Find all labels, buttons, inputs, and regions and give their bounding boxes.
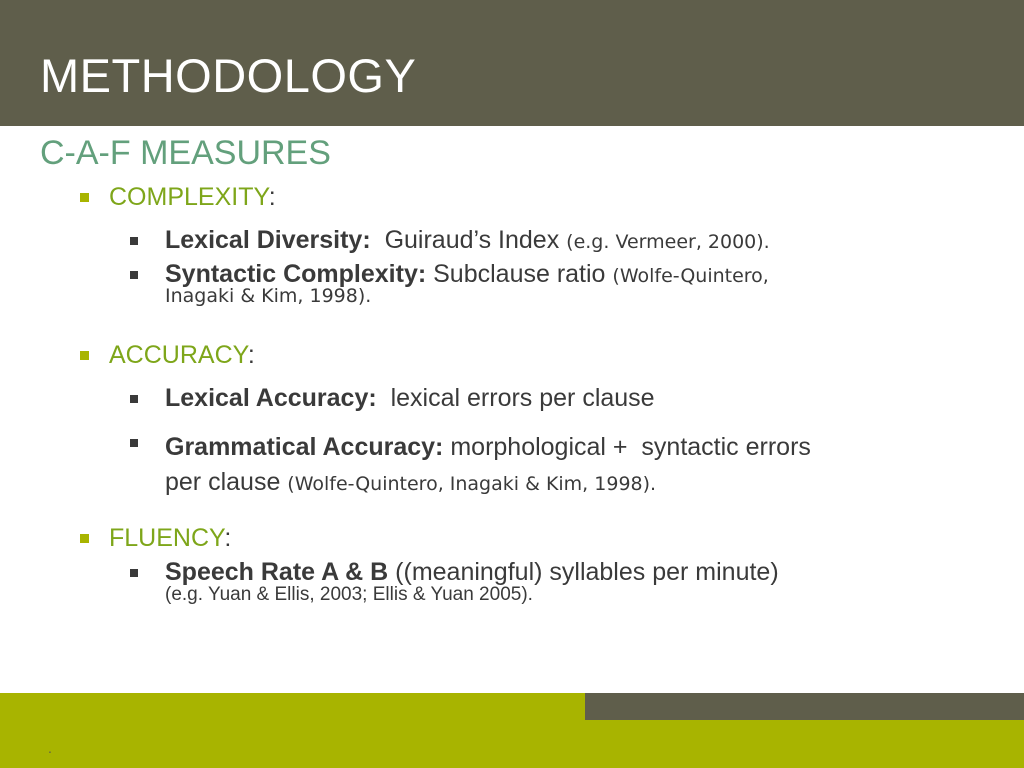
item-citation: (Wolfe-Quintero, Inagaki & Kim, 1998). — [287, 473, 657, 495]
slide-title: METHODOLOGY — [40, 49, 417, 102]
section-heading: COMPLEXITY — [109, 183, 269, 211]
item-text: morphological + syntactic errors — [443, 433, 811, 461]
footer-text: . — [48, 740, 52, 756]
bullet-square-icon — [130, 237, 138, 245]
section-heading: ACCURACY — [109, 341, 248, 369]
bullet-square-icon — [80, 193, 89, 202]
bullet-square-icon — [130, 569, 138, 577]
item-label: Syntactic Complexity: — [165, 260, 427, 288]
item-label: Lexical Diversity: — [165, 226, 371, 254]
bullet-square-icon — [130, 395, 138, 403]
bullet-square-icon — [80, 534, 89, 543]
item-text-line2: per clause — [165, 468, 288, 496]
item-text: lexical errors per clause — [376, 384, 655, 412]
item-text: Subclause ratio — [426, 260, 613, 288]
item-citation: (e.g. Yuan & Ellis, 2003; Ellis & Yuan 2005). — [165, 584, 533, 605]
item-text: ((meaningful) syllables per minute) — [388, 558, 779, 586]
slide-subtitle: C-A-F MEASURES — [40, 134, 331, 172]
section-heading: FLUENCY — [109, 524, 225, 552]
item-citation-line2: Inagaki & Kim, 1998). — [165, 285, 372, 307]
bullet-square-icon — [130, 271, 138, 279]
item-citation: (Wolfe-Quintero, — [612, 265, 769, 287]
item-label: Speech Rate A & B — [165, 558, 389, 586]
bullet-square-icon — [80, 351, 89, 360]
item-text: Guiraud’s Index — [370, 226, 567, 254]
item-citation: (e.g. Vermeer, 2000). — [566, 231, 770, 253]
item-label: Grammatical Accuracy: — [165, 433, 444, 461]
item-label: Lexical Accuracy: — [165, 384, 377, 412]
footer-accent-bar — [585, 693, 1024, 720]
bullet-square-icon — [130, 439, 138, 447]
